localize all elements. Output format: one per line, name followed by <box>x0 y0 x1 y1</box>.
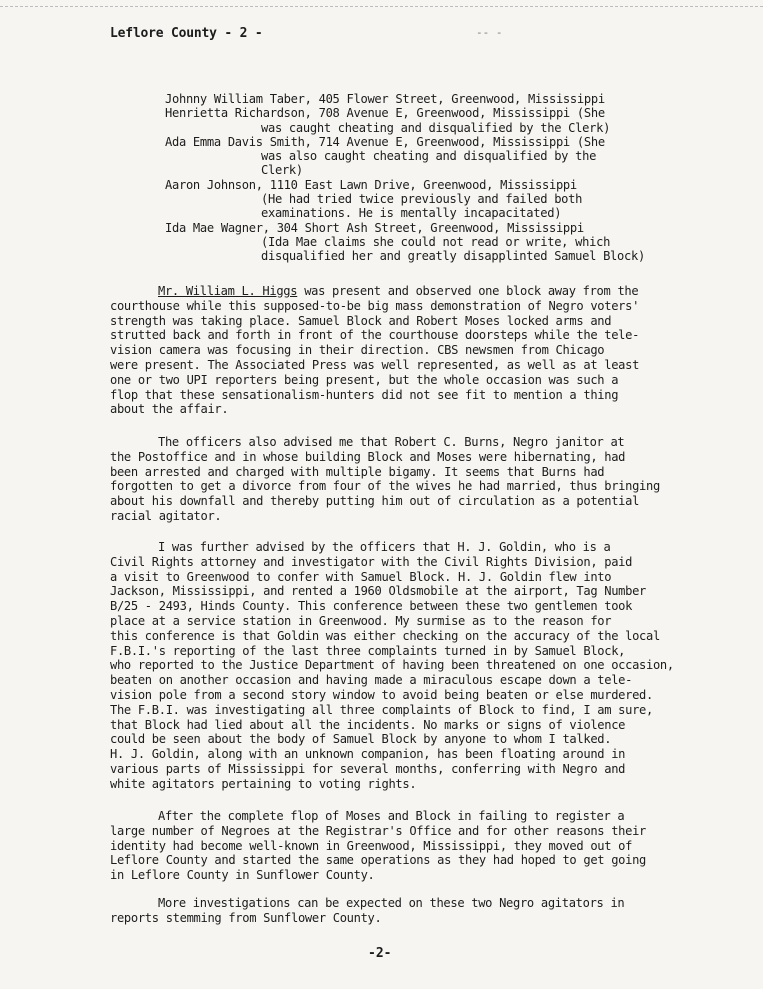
text-line: place at a service station in Greenwood. My surmise as to the reason for <box>110 613 612 628</box>
paragraph-higgs <box>110 284 716 417</box>
entry-line: Aaron Johnson, 1110 East Lawn Drive, Greenwood, Mississippi <box>165 177 577 192</box>
list-item <box>165 221 685 264</box>
entry-note-line: was also caught cheating and disqualified by the <box>261 149 597 164</box>
text-line: been arrested and charged with multiple bigamy. It seems that Burns had <box>110 464 605 479</box>
underlined-name: Mr. William L. Higgs <box>158 284 298 298</box>
entry-line: Ida Mae Wagner, 304 Short Ash Street, Greenwood, Mississippi <box>165 220 584 235</box>
text-line: the Postoffice and in whose building Block and Moses were hibernating, had <box>110 449 626 464</box>
text-line: this conference is that Goldin was either checking on the accuracy of the local <box>110 628 660 643</box>
page-header: Leflore County - 2 - <box>110 26 263 41</box>
list-item <box>165 106 685 135</box>
text-line: The F.B.I. was investigating all three complaints of Block to find, I am sure, <box>110 702 653 717</box>
text-line: were present. The Associated Press was well represented, as well as at least <box>110 357 640 372</box>
text-line: forgotten to get a divorce from four of the wives he had married, thus bringing <box>110 479 660 494</box>
text-line: Jackson, Mississippi, and rented a 1960 Oldsmobile at the airport, Tag Number <box>110 584 647 599</box>
text-line: about his downfall and thereby putting him out of circulation as a potential <box>110 494 640 509</box>
list-item <box>165 135 685 178</box>
entry-line: Ada Emma Davis Smith, 714 Avenue E, Greenwood, Mississippi (She <box>165 134 605 149</box>
entry-note-line: (Ida Mae claims she could not read or write, which <box>261 234 611 249</box>
text-line: one or two UPI reporters being present, but the whole occasion was such a <box>110 372 619 387</box>
text-line: reports stemming from Sunflower County. <box>110 910 382 925</box>
text-line: After the complete flop of Moses and Block in failing to register a <box>158 809 625 823</box>
text-line: racial agitator. <box>110 508 222 523</box>
text-line: More investigations can be expected on these two Negro agitators in <box>158 896 625 910</box>
text-line: identity had become well-known in Greenwood, Mississippi, they moved out of <box>110 838 633 853</box>
entry-line: Henrietta Richardson, 708 Avenue E, Greenwood, Mississippi (She <box>165 106 605 121</box>
text-line: about the affair. <box>110 402 229 417</box>
text-line: beaten on another occasion and having made a miraculous escape down a tele- <box>110 673 633 688</box>
entry-note-line: Clerk) <box>261 163 303 178</box>
entry-line: Johnny William Taber, 405 Flower Street, Greenwood, Mississippi <box>165 92 605 106</box>
text-line: that Block had lied about all the incidents. No marks or signs of violence <box>110 717 626 732</box>
text-line: large number of Negroes at the Registrar's Office and for other reasons their <box>110 823 647 838</box>
text-line: white agitators pertaining to voting rights. <box>110 776 417 791</box>
header-mark: -- - <box>476 26 503 39</box>
text-line: a visit to Greenwood to confer with Samuel Block. H. J. Goldin flew into <box>110 569 612 584</box>
list-item <box>165 92 685 106</box>
paragraph-burns <box>110 435 716 524</box>
entry-note-line: was caught cheating and disqualified by the Clerk) <box>261 120 611 135</box>
text-line: B/25 - 2493, Hinds County. This conference between these two gentlemen took <box>110 599 633 614</box>
text-line: strutted back and forth in front of the courthouse doorsteps while the tele- <box>110 328 640 343</box>
text-line: courthouse while this supposed-to-be big mass demonstration of Negro voters' <box>110 298 640 313</box>
text-line: Civil Rights attorney and investigator with the Civil Rights Division, paid <box>110 554 633 569</box>
text-line: vision pole from a second story window to avoid being beaten or else murdered. <box>110 687 653 702</box>
registrant-list <box>165 92 685 264</box>
text-line: could be seen about the body of Samuel Block by anyone to whom I talked. <box>110 732 612 747</box>
paragraph-first-line: Mr. William L. Higgs was present and observed one block away from the <box>158 284 639 298</box>
text-line: F.B.I.'s reporting of the last three complaints turned in by Samuel Block, <box>110 643 626 658</box>
list-item <box>165 178 685 221</box>
paragraph-more-investigations <box>110 896 716 926</box>
entry-note-line: disqualified her and greatly disapplinted Samuel Block) <box>261 249 645 264</box>
text-line: strength was taking place. Samuel Block and Robert Moses locked arms and <box>110 313 612 328</box>
paragraph-goldin <box>110 540 716 792</box>
text-line: I was further advised by the officers that H. J. Goldin, who is a <box>158 540 611 554</box>
text-line: vision camera was focusing in their direction. CBS newsmen from Chicago <box>110 343 605 358</box>
text-line: The officers also advised me that Robert C. Burns, Negro janitor at <box>158 435 625 449</box>
text-line: Leflore County and started the same operations as they had hoped to get going <box>110 853 647 868</box>
entry-note-line: examinations. He is mentally incapacitated) <box>261 206 562 221</box>
text-line: H. J. Goldin, along with an unknown companion, has been floating around in <box>110 747 626 762</box>
entry-note-line: (He had tried twice previously and failed both <box>261 192 583 207</box>
text-line: flop that these sensationalism-hunters did not see fit to mention a thing <box>110 387 619 402</box>
page-number: -2- <box>368 946 392 961</box>
text-line: who reported to the Justice Department of having been threatened on one occasion, <box>110 658 674 673</box>
text-line: in Leflore County in Sunflower County. <box>110 868 375 883</box>
paragraph-moses-block <box>110 809 716 883</box>
text-line: various parts of Mississippi for several months, conferring with Negro and <box>110 761 626 776</box>
